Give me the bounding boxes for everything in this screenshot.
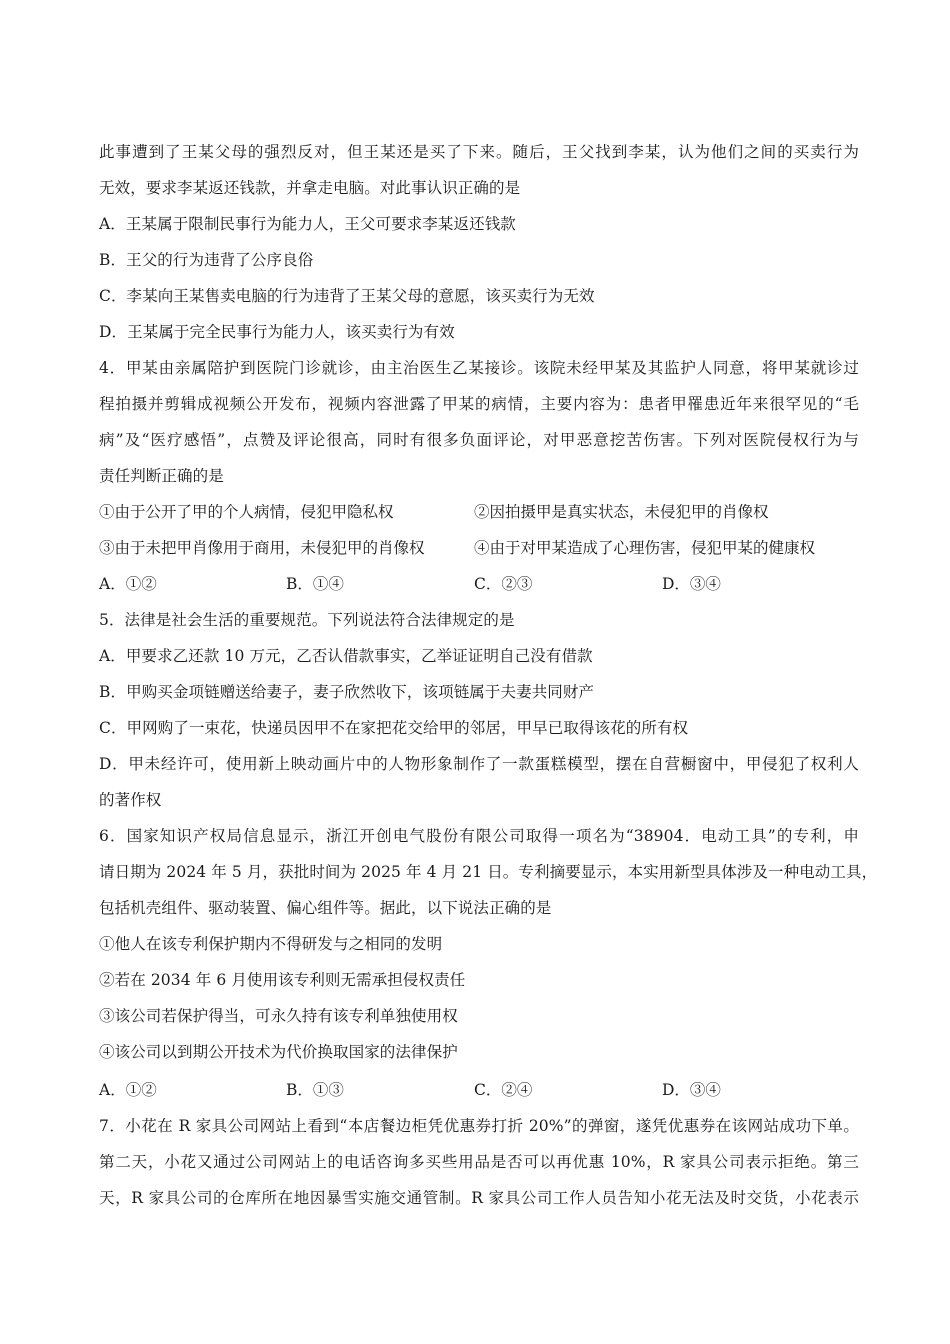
q6-choice-d: D．③④ xyxy=(662,1081,721,1099)
q4-stem-line-2: 程拍摄并剪辑成视频公开发布，视频内容泄露了甲某的病情，主要内容为：患者甲罹患近年来很罕见的“毛 xyxy=(99,395,859,413)
q4-choice-d: D．③④ xyxy=(662,575,721,593)
q5-option-b: B．甲购买金项链赠送给妻子，妻子欣然收下，该项链属于夫妻共同财产 xyxy=(99,683,595,701)
q6-stem-line-1: 6．国家知识产权局信息显示，浙江开创电气股份有限公司取得一项名为“38904．电动工具”的专利，申 xyxy=(99,827,859,845)
q6-choice-b: B．①③ xyxy=(286,1081,344,1099)
q4-statement-4: ④由于对甲某造成了心理伤害，侵犯甲某的健康权 xyxy=(474,539,816,557)
q3-stem-line-2: 无效，要求李某返还钱款，并拿走电脑。对此事认识正确的是 xyxy=(99,179,521,197)
q4-choice-b: B．①④ xyxy=(286,575,344,593)
q4-choice-c: C．②③ xyxy=(474,575,533,593)
q6-statement-3: ③该公司若保护得当，可永久持有该专利单独使用权 xyxy=(99,1007,458,1025)
q3-stem-line-1: 此事遭到了王某父母的强烈反对，但王某还是买了下来。随后，王父找到李某，认为他们之间的买卖行为 xyxy=(99,143,859,161)
q4-stem-line-3: 病”及“医疗感悟”，点赞及评论很高，同时有很多负面评论，对甲恶意挖苦伤害。下列对医院侵权行为与 xyxy=(99,431,859,449)
q6-statement-4: ④该公司以到期公开技术为代价换取国家的法律保护 xyxy=(99,1043,458,1061)
q5-option-c: C．甲网购了一束花，快递员因甲不在家把花交给甲的邻居，甲早已取得该花的所有权 xyxy=(99,719,689,737)
q4-stem-line-1: 4．甲某由亲属陪护到医院门诊就诊，由主治医生乙某接诊。该院未经甲某及其监护人同意，将甲某就诊过 xyxy=(99,359,859,377)
q5-option-d-line-2: 的著作权 xyxy=(99,791,162,809)
q3-option-b: B．王父的行为违背了公序良俗 xyxy=(99,251,314,269)
q7-stem-line-2: 第二天，小花又通过公司网站上的电话咨询多买些用品是否可以再优惠 10%，R 家具公司表示拒绝。第三 xyxy=(99,1153,859,1171)
q6-statement-1: ①他人在该专利保护期内不得研发与之相同的发明 xyxy=(99,935,443,953)
q7-stem-line-3: 天，R 家具公司的仓库所在地因暴雪实施交通管制。R 家具公司工作人员告知小花无法及时交货，小花表示 xyxy=(99,1189,859,1207)
q7-stem-line-1: 7．小花在 R 家具公司网站上看到“本店餐边柜凭优惠券打折 20%”的弹窗，遂凭优惠券在该网站成功下单。 xyxy=(99,1117,859,1135)
q4-statement-3: ③由于未把甲肖像用于商用，未侵犯甲的肖像权 xyxy=(99,539,425,557)
q6-choice-a: A．①② xyxy=(99,1081,157,1099)
q4-statement-2: ②因拍摄甲是真实状态，未侵犯甲的肖像权 xyxy=(474,503,769,521)
q3-option-a: A．王某属于限制民事行为能力人，王父可要求李某返还钱款 xyxy=(99,215,516,233)
q3-option-c: C．李某向王某售卖电脑的行为违背了王某父母的意愿，该买卖行为无效 xyxy=(99,287,595,305)
q3-option-d: D．王某属于完全民事行为能力人，该买卖行为有效 xyxy=(99,323,455,341)
q4-statement-1: ①由于公开了甲的个人病情，侵犯甲隐私权 xyxy=(99,503,394,521)
q4-stem-line-4: 责任判断正确的是 xyxy=(99,467,224,485)
q5-option-d-line-1: D．甲未经许可，使用新上映动画片中的人物形象制作了一款蛋糕模型，摆在自营橱窗中，甲侵犯了权利人 xyxy=(99,755,859,773)
q6-choice-c: C．②④ xyxy=(474,1081,533,1099)
q4-choice-a: A．①② xyxy=(99,575,157,593)
q5-stem: 5．法律是社会生活的重要规范。下列说法符合法律规定的是 xyxy=(99,611,515,629)
q6-statement-2: ②若在 2034 年 6 月使用该专利则无需承担侵权责任 xyxy=(99,971,466,989)
q6-stem-line-2: 请日期为 2024 年 5 月，获批时间为 2025 年 4 月 21 日。专利摘要显示，本实用新型具体涉及一种电动工具， xyxy=(99,863,878,881)
q6-stem-line-3: 包括机壳组件、驱动装置、偏心组件等。据此，以下说法正确的是 xyxy=(99,899,552,917)
q5-option-a: A．甲要求乙还款 10 万元，乙否认借款事实，乙举证证明自己没有借款 xyxy=(99,647,593,665)
